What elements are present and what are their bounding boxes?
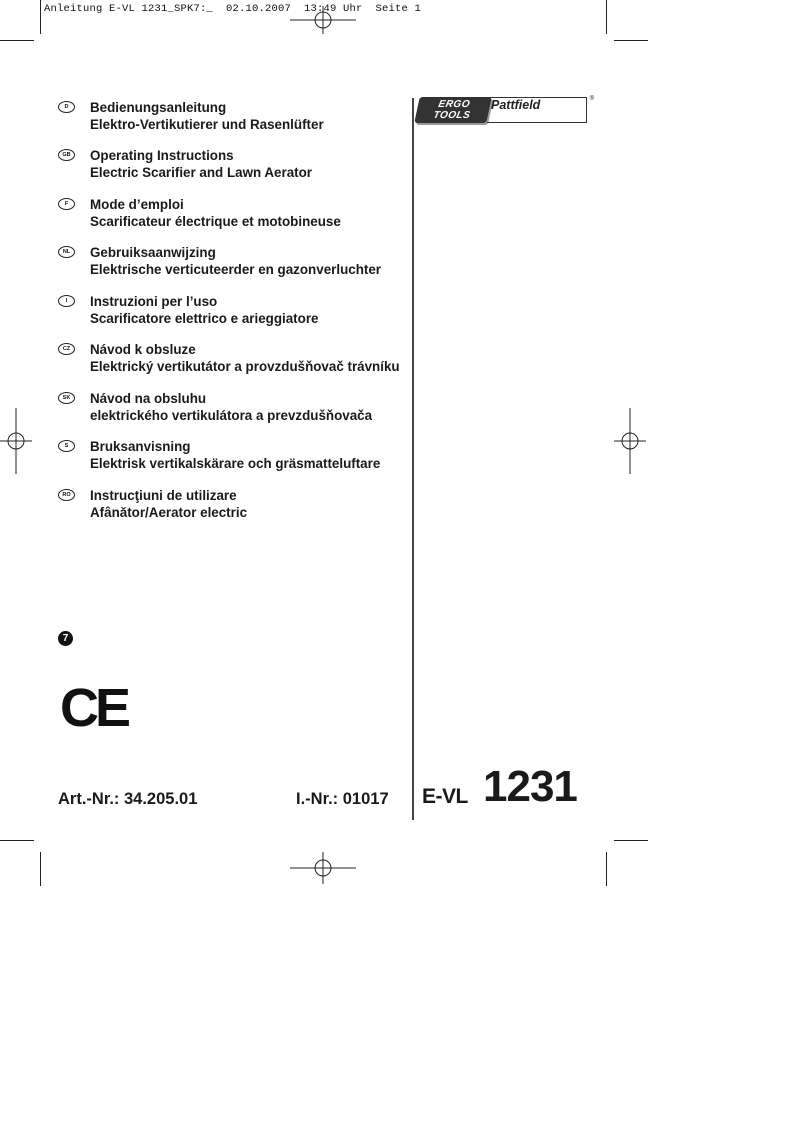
ergo-tools-logo: ERGO TOOLS	[414, 97, 492, 123]
language-title: Instruzioni per l’uso	[90, 294, 218, 309]
language-code-badge: S	[58, 440, 75, 452]
page-number-badge: 7	[58, 631, 73, 646]
language-code-badge: NL	[58, 246, 75, 258]
language-code-badge: RO	[58, 489, 75, 501]
ce-mark-icon: CE	[60, 678, 128, 738]
language-subtitle: Scarificateur électrique et motobineuse	[90, 213, 341, 229]
language-title: Bedienungsanleitung	[90, 100, 227, 115]
language-title: Návod na obsluhu	[90, 391, 207, 406]
print-header: Anleitung E-VL 1231_SPK7:_ 02.10.2007 13:49 Uhr Seite 1	[44, 3, 422, 15]
language-subtitle: Elektrický vertikutátor a provzdušňovač trávníku	[90, 358, 400, 374]
language-subtitle: Elektro-Vertikutierer und Rasenlüfter	[90, 116, 324, 132]
language-subtitle: Elektrische verticuteerder en gazonverluchter	[90, 261, 381, 277]
vertical-divider	[412, 98, 414, 820]
language-subtitle: Afânător/Aerator electric	[90, 504, 248, 520]
language-subtitle: Electric Scarifier and Lawn Aerator	[90, 164, 313, 180]
language-code-badge: CZ	[58, 343, 75, 355]
language-code-badge: I	[58, 295, 75, 307]
language-code-badge: D	[58, 101, 75, 113]
model-prefix: E-VL	[422, 785, 468, 808]
model-number: 1231	[483, 762, 577, 811]
pattfield-logo: Pattfield ®	[487, 97, 587, 123]
language-subtitle: Elektrisk vertikalskärare och gräsmatteluftare	[90, 455, 381, 471]
language-code-badge: SK	[58, 392, 75, 404]
language-title: Operating Instructions	[90, 148, 234, 163]
ident-number: I.-Nr.: 01017	[296, 790, 389, 808]
language-title: Bruksanvisning	[90, 439, 191, 454]
language-title: Instrucţiuni de utilizare	[90, 488, 237, 503]
language-subtitle: elektrického vertikulátora a prevzdušňovača	[90, 407, 373, 423]
language-title: Gebruiksaanwijzing	[90, 245, 216, 260]
language-subtitle: Scarificatore elettrico e arieggiatore	[90, 310, 319, 326]
language-code-badge: F	[58, 198, 75, 210]
language-title: Mode d’emploi	[90, 197, 184, 212]
language-code-badge: GB	[58, 149, 75, 161]
language-title: Návod k obsluze	[90, 342, 196, 357]
article-number: Art.-Nr.: 34.205.01	[58, 790, 198, 808]
